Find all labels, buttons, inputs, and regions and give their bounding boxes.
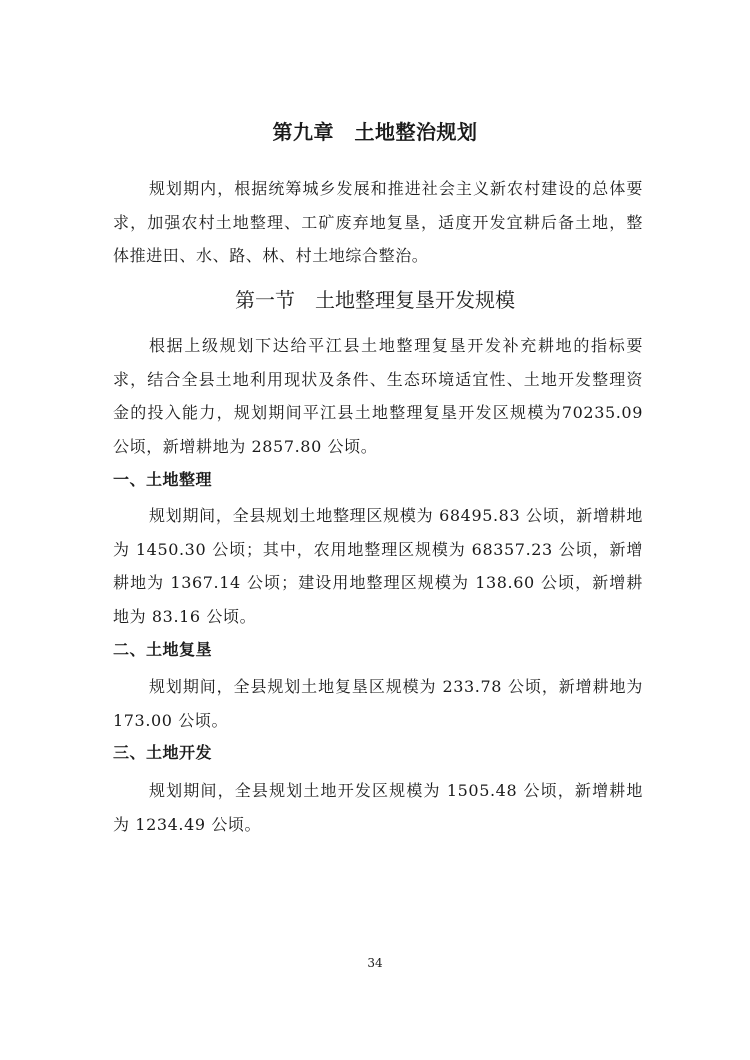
section-title: 第一节 土地整理复垦开发规模: [235, 288, 515, 312]
subheading-land-consolidation: 一、土地整理: [113, 470, 213, 489]
page-number: 34: [367, 956, 383, 970]
chapter-title: 第九章 土地整治规划: [272, 120, 478, 144]
subheading-land-reclamation: 二、土地复垦: [113, 640, 213, 659]
intro-paragraph: 规划期内，根据统筹城乡发展和推进社会主义新农村建设的总体要求，加强农村土地整理、工矿废弃地复垦，适度开发宜耕后备土地，整体推进田、水、路、林、村土地综合整治。: [113, 179, 643, 265]
land-reclamation-paragraph: 规划期间，全县规划土地复垦区规模为 233.78 公顷，新增耕地为 173.00 公顷。: [113, 677, 643, 730]
land-development-paragraph: 规划期间，全县规划土地开发区规模为 1505.48 公顷，新增耕地为 1234.49 公顷。: [113, 781, 643, 834]
section-paragraph: 根据上级规划下达给平江县土地整理复垦开发补充耕地的指标要求，结合全县土地利用现状及条件、生态环境适宜性、土地开发整理资金的投入能力，规划期间平江县土地整理复垦开发区规模为70235.09 公顷，新增耕地为 2857.80 公顷。: [113, 336, 643, 456]
land-consolidation-paragraph: 规划期间，全县规划土地整理区规模为 68495.83 公顷，新增耕地为 1450.30 公顷；其中，农用地整理区规模为 68357.23 公顷，新增耕地为 1367.14 公顷；建设用地整理区规模为 138.60 公顷，新增耕地为 83.16 公顷。: [113, 506, 643, 626]
subheading-land-development: 三、土地开发: [113, 743, 213, 762]
